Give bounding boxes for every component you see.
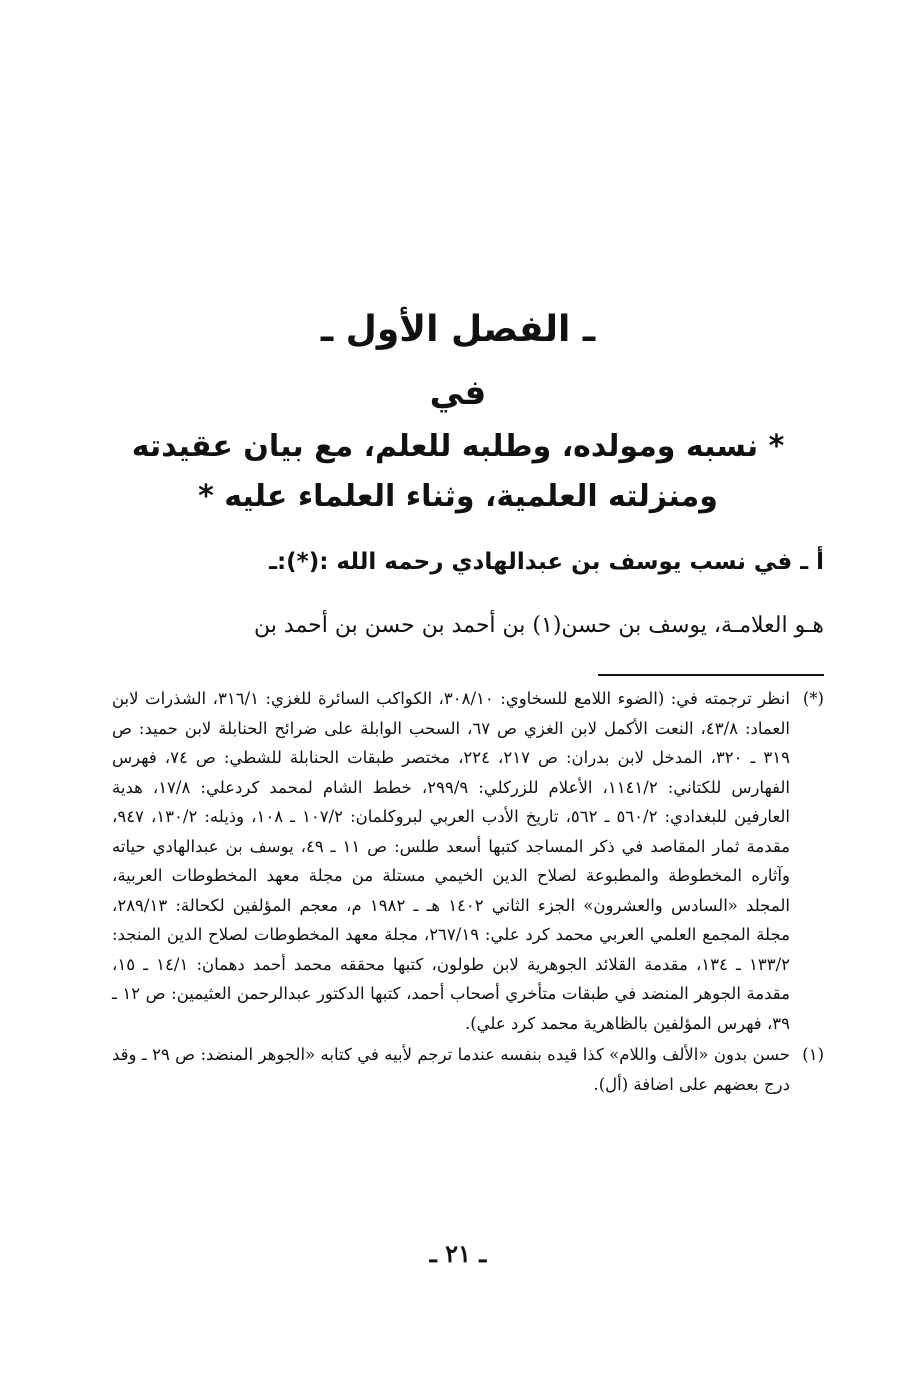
chapter-subject: * نسبه ومولده، وطلبه للعلم، مع بيان عقيدته ومنزلته العلمية، وثناء العلماء عليه * <box>131 429 785 514</box>
body-paragraph: هـو العلامـة، يوسف بن حسن(١) بن أحمد بن حسن بن أحمد بن <box>254 613 824 638</box>
chapter-title: ـ الفصل الأول ـ <box>320 309 596 350</box>
footnote-name-note <box>112 1040 824 1099</box>
footnotes <box>112 684 824 1099</box>
footnote-text: حسن بدون «الألف واللام» كذا قيده بنفسه عندما ترجم لأبيه في كتابه «الجوهر المنضد: ص ٢٩ ـ وقد درج بعضهم على اضافة (أل). <box>112 1045 791 1094</box>
page-number: ـ ٢١ ـ <box>429 1239 487 1268</box>
footnote-marker: (١) <box>802 1045 824 1064</box>
chapter-preposition: في <box>429 373 487 413</box>
footnote-marker: (*) <box>802 689 824 708</box>
footnote-text: انظر ترجمته في: (الضوء اللامع للسخاوي: ٣٠٨/١٠، الكواكب السائرة للغزي: ٣١٦/١، الشذرات لابن العماد: ٤٣/٨، النعت الأكمل لابن الغزي ص ٦٧، السحب الوابلة على ضرائح الحنابلة لابن حميد: ص ٣١٩ ـ ٣٢٠، المدخل لابن بدران: ص ٢١٧، ٢٢٤، مختصر طبقات الحنابلة للشطي: ص ٧٤، فهرس الفهارس للكتاني: ١١٤١/٢، الأعلام للزركلي: ٢٩٩/٩، خطط الشام لمحمد كردعلي: ١٧/٨، هدية العارفين للبغدادي: ٥٦٠/٢ ـ ٥٦٢، تاريخ الأدب العربي لبروكلمان: ١٠٧/٢ ـ ١٠٨، وذيله: ١٣٠/٢، ٩٤٧، مقدمة ثمار المقاصد في ذكر المساجد كتبها أسعد طلس: ص ١١ ـ ٤٩، يوسف بن عبدالهادي حياته وآثاره المخطوطة والمطبوعة لصلاح الدين الخيمي مستلة من مجلة معهد المخطوطات العربية، المجلد «السادس والعشرون» الجزء الثاني ١٤٠٢ هـ ـ ١٩٨٢ م، معجم المؤلفين لكحالة: ٢٨٩/١٣، مجلة المجمع العلمي العربي محمد كرد علي: ٢٦٧/١٩، مجلة معهد المخطوطات لصلاح الدين المنجد: ١٣٣/٢ ـ ١٣٤، مقدمة القلائد الجوهرية لابن طولون، كتبها محققه محمد أحمد دهمان: ١٤/١ ـ ١٥، مقدمة الجوهر المنضد في طبقات متأخري أصحاب أحمد، كتبها الدكتور عبدالرحمن العثيمين: ص ١٢ ـ ٣٩، فهرس المؤلفين بالظاهرية محمد كرد علي). <box>112 689 791 1033</box>
footnote-separator <box>598 674 824 676</box>
section-heading: أ ـ في نسب يوسف بن عبدالهادي رحمه الله :(*):ـ <box>269 549 824 575</box>
footnote-sources <box>112 684 824 1038</box>
